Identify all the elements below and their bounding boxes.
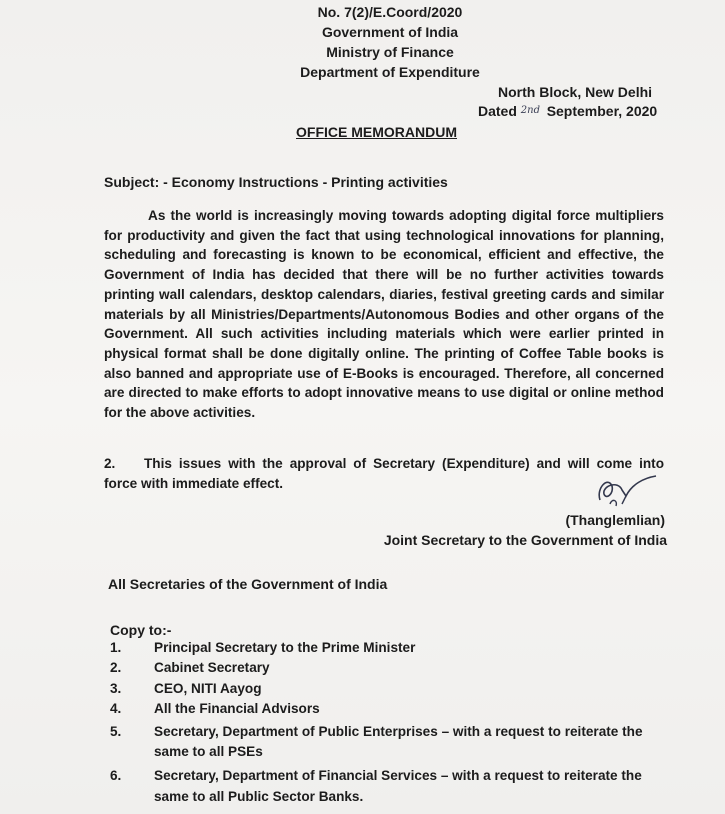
signature-image — [592, 470, 664, 512]
signatory-name: (Thanglemlian) — [565, 512, 665, 528]
list-item — [110, 766, 675, 807]
dated-handwritten: 2nd — [520, 105, 541, 116]
date-line — [478, 101, 657, 121]
list-item-text: Secretary, Department of Public Enterprises – with a request to reiterate the same to all PSEs — [154, 723, 643, 760]
paragraph-2 — [104, 454, 664, 493]
list-item-text: Principal Secretary to the Prime Minister — [154, 640, 416, 655]
list-item-number: 3. — [110, 680, 122, 696]
dated-suffix: September, 2020 — [546, 103, 658, 119]
list-item-number: 5. — [110, 723, 122, 739]
addressee: All Secretaries of the Government of India — [108, 576, 388, 592]
list-item-number: 4. — [110, 701, 122, 717]
list-item — [110, 699, 675, 719]
paragraph-1: As the world is increasingly moving towards adopting digital force multipliers for productivity and given the fact that using technological innovations for planning, scheduling and forecasting is known to be economical, efficient and effective, the Government of India has decided that there will be no further activities towards printing wall calendars, desktop calendars, diaries, festival greeting cards and similar materials by all Ministries/Departments/Autonomous Bodies and other organs of the Government. All such activities including materials which were earlier printed in physical format shall be done digitally online. The printing of Coffee Table books is also banned and appropriate use of E-Books is encouraged. Therefore, all concerned are directed to make efforts to adopt innovative means to use digital or online method for the above activities. — [104, 208, 664, 421]
list-item — [110, 658, 675, 678]
list-item-text: Secretary, Department of Financial Services – with a request to reiterate the same to all Public Sector Banks. — [154, 768, 642, 804]
list-item-number: 6. — [110, 768, 122, 784]
list-item — [110, 722, 675, 763]
copy-to-list — [110, 638, 675, 811]
government-line: Government of India — [321, 24, 459, 40]
list-item-text: All the Financial Advisors — [154, 701, 320, 717]
ministry-line: Ministry of Finance — [326, 44, 454, 60]
list-item — [110, 638, 675, 658]
list-item-number: 2. — [110, 660, 122, 676]
department-line: Department of Expenditure — [300, 64, 480, 80]
place-line: North Block, New Delhi — [498, 84, 653, 100]
copy-to-heading: Copy to:- — [110, 622, 172, 638]
list-item-text: CEO, NITI Aayog — [154, 680, 262, 696]
paragraph-2-text: This issues with the approval of Secretary (Expenditure) and will come into force with immediate effect. — [104, 456, 664, 491]
signatory-designation: Joint Secretary to the Government of India — [383, 532, 667, 548]
reference-number: No. 7(2)/E.Coord/2020 — [317, 4, 463, 20]
list-item-number: 1. — [110, 640, 122, 655]
paragraph-2-number: 2. — [104, 456, 116, 471]
dated-prefix: Dated — [478, 103, 517, 119]
memo-title: OFFICE MEMORANDUM — [296, 124, 457, 140]
list-item — [110, 679, 675, 699]
subject-line: Subject: - Economy Instructions - Printing activities — [104, 174, 448, 190]
list-item-text: Cabinet Secretary — [154, 660, 270, 676]
